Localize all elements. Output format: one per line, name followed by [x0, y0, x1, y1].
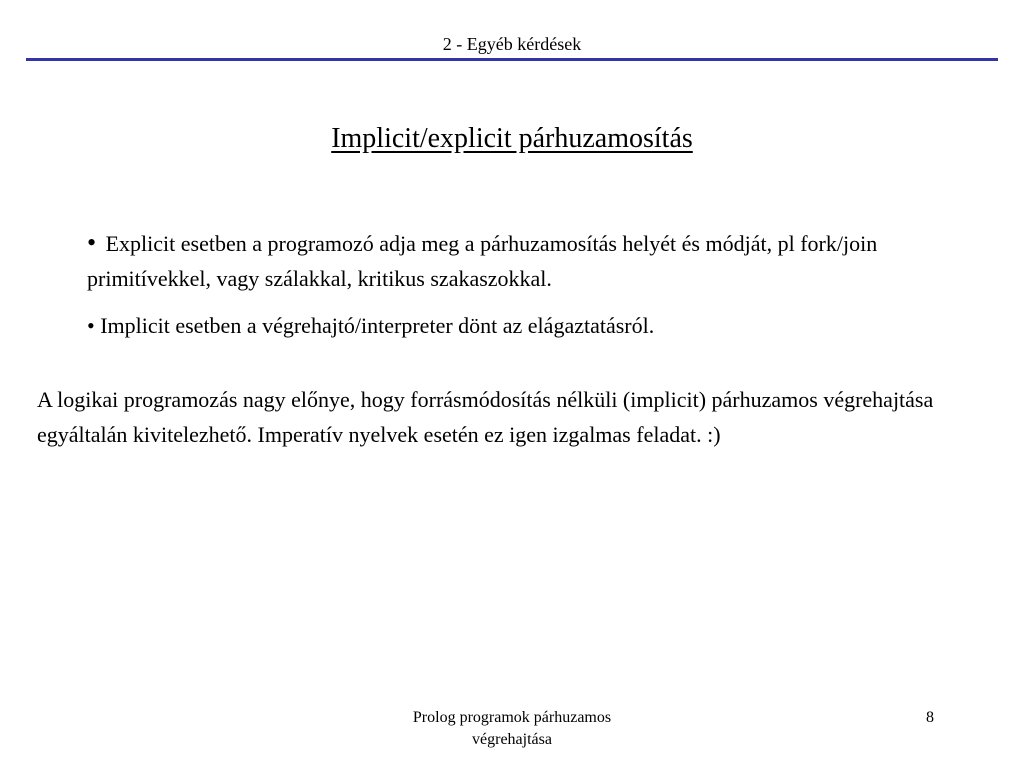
header-divider — [26, 58, 998, 61]
footer-title-line-2: végrehajtása — [472, 731, 552, 748]
footer-title — [362, 707, 662, 751]
slide-title: Implicit/explicit párhuzamosítás — [331, 123, 693, 154]
bullet-text: Explicit esetben a programozó adja meg a párhuzamosítás helyét és módját, pl fork/join primitívekkel, vagy szálakkal, kritikus szakaszokkal. — [87, 231, 878, 291]
bullet-text: Implicit esetben a végrehajtó/interpreter dönt az elágaztatásról. — [100, 313, 655, 338]
bullet-marker: • — [87, 228, 97, 257]
bullet-item-implicit — [87, 308, 997, 343]
footer-title-line-1: Prolog programok párhuzamos — [412, 709, 612, 726]
bullet-marker: • — [87, 313, 95, 338]
page-number: 8 — [926, 709, 934, 726]
slide-header: 2 - Egyéb kérdések — [442, 34, 582, 54]
bullet-list — [87, 225, 997, 355]
body-paragraph: A logikai programozás nagy előnye, hogy forrásmódosítás nélküli (implicit) párhuzamos végrehajtása egyáltalán kivitelezhető. Imperatív nyelvek esetén ez igen izgalmas feladat. :) — [37, 387, 934, 447]
bullet-item-explicit — [87, 225, 997, 296]
